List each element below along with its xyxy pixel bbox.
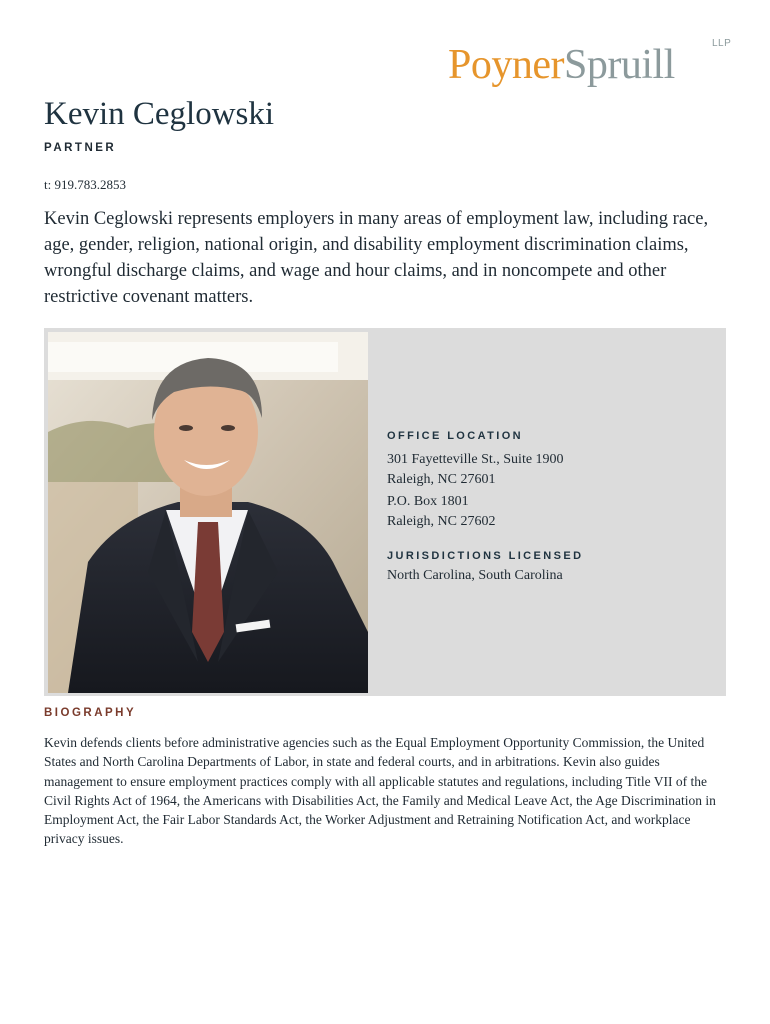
firm-logo [448, 40, 738, 90]
office-location-heading: OFFICE LOCATION [387, 430, 524, 442]
office-address-line: P.O. Box 1801 [387, 494, 469, 509]
practice-summary: Kevin Ceglowski represents employers in many areas of employment law, including race, age, gender, religion, national origin, and disability employment discrimination claims, wrongful discharge claims, and wage and hour claims, and in noncompete and other restrictive covenant matters. [44, 209, 709, 307]
logo-word-2: Spruill [564, 42, 675, 88]
phone-number[interactable]: t: 919.783.2853 [44, 177, 126, 192]
office-address-line: Raleigh, NC 27601 [387, 472, 496, 487]
logo-suffix: LLP [712, 38, 732, 49]
biography-text: Kevin defends clients before administrative agencies such as the Equal Employment Opportunity Commission, the United States and North Carolina Departments of Labor, in state and federal courts, and in arbitrations. Kevin also guides management to ensure employment practices comply with all applicable statutes and regulations, including Title VII of the Civil Rights Act of 1964, the Americans with Disabilities Act, the Family and Medical Leave Act, the Age Discrimination in Employment Act, the Fair Labor Standards Act, the Worker Adjustment and Retraining Notification Act, and workplace privacy issues. [44, 735, 716, 847]
office-address-line: Raleigh, NC 27602 [387, 514, 496, 529]
logo-word-1: Poyner [448, 42, 564, 88]
attorney-title: PARTNER [44, 142, 117, 154]
jurisdictions-value: North Carolina, South Carolina [387, 568, 563, 583]
attorney-name: Kevin Ceglowski [44, 96, 275, 132]
attorney-portrait [48, 332, 368, 693]
contact-details [387, 430, 717, 586]
biography-heading: BIOGRAPHY [44, 707, 137, 719]
office-address-line: 301 Fayetteville St., Suite 1900 [387, 452, 564, 467]
jurisdictions-heading: JURISDICTIONS LICENSED [387, 550, 584, 562]
